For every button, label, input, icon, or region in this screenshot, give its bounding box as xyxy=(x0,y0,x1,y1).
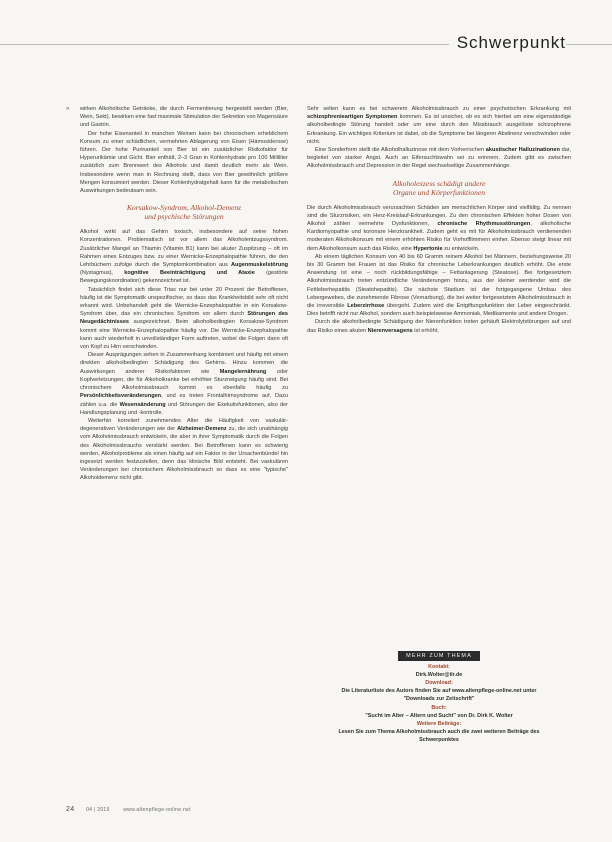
info-box xyxy=(328,651,550,744)
paragraph: Die durch Alkoholmissbrauch verursachten Schäden am menschlichen Körper sind vielfältig. Zu nennen sind die Sturzrisiken, ein Herz-Kreislauf-Erkrankungen. Zu den chronischen Effekten hoher Dosen von Alkohol zählen vermehrte Dysfunktionen, chronische Rhythmusstörungen, alkoholische Kardiomyopathie und koronare Herzkrankheit. Zudem geht es mit für Alkoholmissbrauch verdienenden moderaten Alkoholkonsum mit einem erhöhten Risiko für Vorhofflimmern einher. Ebenso steigt linear mit dem Alkoholkonsum auch das Risiko, eine Hypertonie zu entwickeln. xyxy=(307,204,571,252)
paragraph: Weiterhin korreliert zunehmendes Alter die Häufigkeit von vaskulär-degenerativen Veränderungen wie der Alzheimer-Demenz zu, die sich unabhängig vom Alkoholmissbrauch entwickeln, die aber in ihrer Symptomatik durch die Folgen des Alkoholmissbrauchs verstärkt werden. Bei Betroffenen kann es schwierig werden, Alkoholprobleme als einen häufig auf ein Faktor in der Ursachenbündel hin ingesetzt werden festzustellen, denn das klinische Bild entsteht. Bei vaskulären Veränderungen bei chronischem Alkoholmissbrauch so dass es eine "typische" Alkoholdemenz nicht gibt. xyxy=(80,417,288,482)
info-box-title: MEHR ZUM THEMA xyxy=(398,651,480,661)
page-footer xyxy=(66,806,203,813)
paragraph: Dieser Ausprägungen sehen in Zusammenhang kombiniert und häufig mit einem direkten alkoholbedingten Schädigung des Gehirns. Hinzu kommen die Auswirkungen anderer Risikofaktoren wie Mangelernährung oder Kopfverletzungen, die für Alkoholkranke bei erhöhter Sturzneigung häufig sind. Bei chronischem Alkoholmissbrauch kommt es ebenfalls häufig zu Persönlichkeitsveränderungen, und es treten Frontalhirnsyndrome auf. Dazu zählen u.a. die Wesensänderung und Störungen der Exekutivfunktionen, also der Handlungsplanung und -kontrolle. xyxy=(80,352,288,416)
paragraph: Ab einem täglichen Konsum von 40 bis 60 Gramm reinem Alkohol bei Männern, beziehungsweise 20 bis 30 Gramm bei Frauen ist das Risiko für chronische Leberkrankungen deutlich erhöht. Die erste Anwendung ist eine – noch rückbildungsfähige – Fettanlagerung (Steatose). Bei fortgesetztem Alkoholmissbrauch treten entzündliche Veränderungen hinzu, aus der kleiner werdender wird die Fettleberhepatitis (Steatohepatitis). Die nächste Stadium ist der fortgegangene Umbau des Lebergewebes, die zunehmende Fibrose (Vernarbung), die bei weiter fortgesetztem Alkoholmissbrauch in die irreversible Leberzirrhose übergeht. Zudem wird die Entgiftungsfunktion der Leber eingeschränkt. Dies betrifft nicht nur Alkohol, sondern auch beispielsweise Ammoniak, Medikamente und andere Drogen. xyxy=(307,253,571,318)
book-text: "Sucht im Alter – Altern und Sucht" von Dr. Dirk K. Wolter xyxy=(365,712,513,719)
issue-label: 04 | 2019 xyxy=(86,807,110,813)
paragraph: Der hohe Eisenanteil in manchen Weinen kann bei chronischem erheblichem Konsum zu einer schädlichen, vermehrten Ablagerung von Eisen (Hämosiderose) führen. Der hohe Purinanteil von Bier ist ein zusätzlicher Risikofaktor für Hyperurikämie und Gicht. Bier enthält, 2–3 Gran in Kohlenhydrate pro 100 Milliliter zusätzlich zum Brennwert des Alkohols und damit deutlich mehr als Wein. Insbesondere wenn man in Rechnung stellt, dass von Bier gewöhnlich größere Mengen konsumiert werden. Dieser Kohlenhydratgehalt kann für die metabolischen Auswirkungen bedeutsam sein. xyxy=(80,130,288,195)
page-number: 24 xyxy=(66,806,75,813)
paragraph: Eine Sonderform stellt die Alkoholhalluzinose mit dem Vorherrschen akustischer Halluzinationen dar, begleitet von starker Angst. Auch an Eifersuchtswahn sei zu erinnern. Zudem gibt es zwischen Alkoholmissbrauch und Depression in der Regel wechselseitige Zusammenhänge. xyxy=(307,147,571,170)
book-label: Buch: xyxy=(431,704,447,711)
contact-label: Kontakt: xyxy=(428,664,450,671)
more-articles-text: Lesen Sie zum Thema Alkoholmissbrauch auch die zwei weiteren Beiträge des Schwerpunktes xyxy=(338,728,540,743)
section-header xyxy=(0,33,612,53)
paragraph: Tatsächlich findet sich diese Trias nur bei unter 20 Prozent der Betroffenen, häufig ist die Symptomatik unspezifischer, so dass das Krankheitsbild sehr oft nicht erkannt wird. Unbehandelt geht die Wernicke-Enzephalopathie in ein Korsakow-Syndrom über, das ein chronisches Syndrom vor allem durch Störungen des Neugedächtnisses ausgezeichnet. Beim alkoholbedingten Korsakow-Syndrom kommt eine Wernicke-Enzephalopathie häufig vor. Die Wernicke-Enzephalopathie kann auch wiederholt in unvollständiger Form auftreten, wobei die Folgen dann oft von Kopf zu Hirn verschwinden. xyxy=(80,286,288,351)
right-column xyxy=(307,105,571,335)
paragraph: Sehr selten kann es bei schwerem Alkoholmissbrauch zu einer psychotischen Erkrankung mit schizophrenieartigen Symptomen kommen. Es ist unsicher, ob es sich hierbei um eine eigenständige alkoholbedingte Störung handelt oder um eine durch den Missbrauch ausgelöste schizophrene Erkrankung. Ein wichtiges Kriterium ist dabei, ob die Symptome bei längerer Abstinenz verschwinden oder nicht. xyxy=(307,106,571,145)
website-link[interactable]: www.altenpflege-online.net xyxy=(123,807,191,813)
left-column xyxy=(80,105,288,483)
paragraph: wirken Alkoholische Getränke, die durch Fermentierung hergestellt werden (Bier, Wein, Sekt), bewirken eine fast maximale Stimulation der Sekretion von Magensäure und Gastrin. xyxy=(80,106,289,129)
contact-email-link[interactable]: Dirk.Wolter@ilr.de xyxy=(415,672,463,679)
subheading-korsakow: Korsakow-Syndrom, Alkohol-Demenz und psychische Störungen xyxy=(126,203,242,222)
paragraph: Durch die alkoholbedingte Schädigung der Nierenfunktion treten gehäuft Elektrolytstörungen auf und das Risiko eines akuten Nierenversagens ist erhöht. xyxy=(307,319,571,334)
section-title: Schwerpunkt xyxy=(449,33,566,52)
continue-arrow-icon: » xyxy=(66,106,70,112)
download-text: Die Literaturliste des Autors finden Sie auf www.altenpflege-online.net unter "Downloads zur Zeitschrift" xyxy=(341,688,537,703)
paragraph: Alkohol wirkt auf das Gehirn toxisch, insbesondere auf seine hohen Konzentrationen. Problematisch ist vor allem das Alkoholentzugssyndrom. Zusätzlicher Mangel an Thiamin (Vitamin B1) kann bei akuter Zuspitzung – oft im Rahmen eines Entzuges bzw. zu einer Wernicke-Enzephalopathie führen, die den Lehrbüchern zufolge durch die Symptomkombination aus Augenmuskelstörung (Nystagmus), kognitive Beeinträchtigung und Ataxie (gestörte Bewegungskoordination) gekennzeichnet ist. xyxy=(80,229,288,285)
download-label: Download: xyxy=(425,680,453,687)
subheading-organe: Alkoholexzess schädigt andere Organe und Körperfunktionen xyxy=(392,178,486,197)
more-articles-label: Weitere Beiträge: xyxy=(416,720,462,727)
